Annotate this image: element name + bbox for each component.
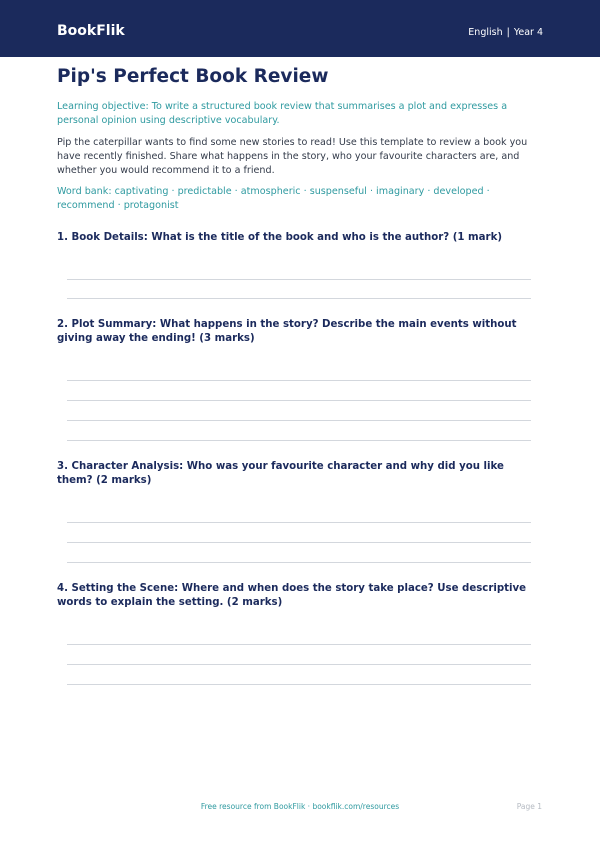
answer-line-q4-1[interactable] <box>67 644 531 645</box>
subject-label: English <box>468 27 503 38</box>
answer-line-q4-2[interactable] <box>67 664 531 665</box>
page-title: Pip's Perfect Book Review <box>57 66 329 87</box>
question-4: 4. Setting the Scene: Where and when does the story take place? Use descriptive words to explain the setting. (2 marks) <box>57 583 527 608</box>
intro-section <box>57 66 543 213</box>
answer-line-q2-4[interactable] <box>67 440 531 441</box>
page-number: Page 1 <box>516 802 542 811</box>
answer-line-q3-2[interactable] <box>67 542 531 543</box>
learning-objective: Learning objective: To write a structured book review that summarises a plot and expresses a personal opinion using descriptive vocabulary. <box>57 101 508 126</box>
answer-line-q4-3[interactable] <box>67 684 531 685</box>
instructions-text: Pip the caterpillar wants to find some new stories to read! Use this template to review a book you have recently finished. Share what happens in the story, who your favourite characters are, and whether you would recommend it to a friend. <box>57 137 528 176</box>
footer-credit: Free resource from BookFlik · bookflik.com/resources <box>200 802 400 811</box>
header-bar <box>0 0 600 57</box>
meta-separator: | <box>506 27 510 38</box>
answer-line-q3-3[interactable] <box>67 562 531 563</box>
year-label: Year 4 <box>513 27 543 38</box>
answer-line-q3-1[interactable] <box>67 522 531 523</box>
question-3: 3. Character Analysis: Who was your favourite character and why did you like them? (2 marks) <box>57 461 504 486</box>
answer-line-q1-1[interactable] <box>67 279 531 280</box>
question-1: 1. Book Details: What is the title of the book and who is the author? (1 mark) <box>57 232 503 243</box>
answer-line-q1-2[interactable] <box>67 298 531 299</box>
question-2: 2. Plot Summary: What happens in the story? Describe the main events without giving away the ending! (3 marks) <box>57 319 517 344</box>
answer-line-q2-3[interactable] <box>67 420 531 421</box>
answer-line-q2-1[interactable] <box>67 380 531 381</box>
answer-line-q2-2[interactable] <box>67 400 531 401</box>
word-bank: Word bank: captivating · predictable · atmospheric · suspenseful · imaginary · developed · recommend · protagonist <box>57 186 490 211</box>
header-meta <box>468 27 543 38</box>
brand-logo-text: BookFlik <box>57 23 125 39</box>
